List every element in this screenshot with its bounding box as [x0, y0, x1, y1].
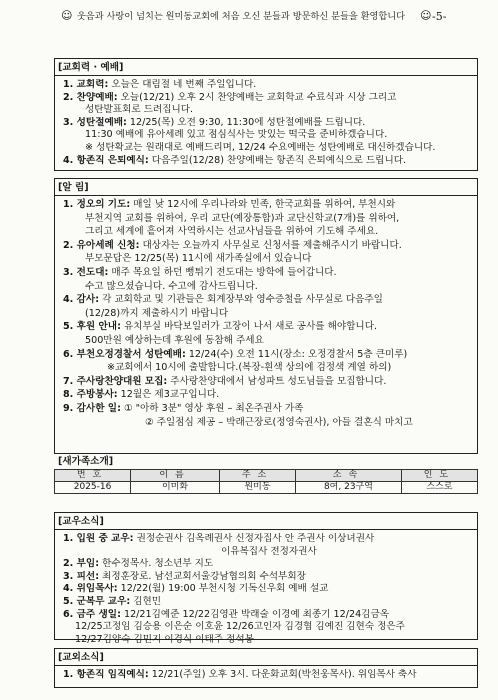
- table-cell: 2025-16: [55, 482, 131, 494]
- notice-line: 5. 후원 안내: 유치부실 바닥보일러가 고장이 나서 새로 공사를 해야합니다.: [63, 321, 378, 333]
- news-line: 이유복집사 전정자권사: [221, 545, 317, 557]
- calendar-item: 4. 항존직 은퇴예식: 다음주일(12/28) 찬양예배는 항존직 은퇴예식으로 드립니다.: [63, 154, 407, 166]
- section-title: [교회력 · 예배]: [55, 59, 477, 76]
- table-row: [55, 482, 478, 494]
- notice-line: 500만원 예상하는데 후원에 동참해 주세요: [85, 334, 264, 346]
- column-header: 소속: [296, 470, 402, 482]
- smiley-icon: ☺: [61, 9, 73, 22]
- pastoral-news-section: [54, 512, 478, 645]
- news-line: 1. 입원 중 교우: 권정순권사 김옥례권사 신정자집사 안 주권사 이상녀권사: [63, 533, 375, 544]
- table-cell: 이미화: [131, 482, 220, 494]
- table-cell: 스스로: [401, 482, 477, 494]
- news-line: 2. 부임: 한수정목사. 청소년부 지도: [63, 558, 214, 570]
- section-title: [교우소식]: [55, 513, 477, 530]
- notice-line: 8. 주방봉사: 12월은 제3교구입니다.: [63, 389, 220, 401]
- page-number: -5-: [432, 10, 447, 23]
- notice-line: 수고 많으셨습니다. 수고에 감사드립니다.: [85, 280, 258, 292]
- table-header-row: [55, 470, 478, 482]
- new-family-table: [54, 469, 478, 494]
- calendar-item: 2. 찬양예배: 오늘(12/21) 오후 2시 찬양예배는 교회학교 수료식과 시상 그리고: [63, 91, 397, 103]
- header-welcome-text: 웃음과 사랑이 넘치는 원미동교회에 처음 오신 분들과 방문하신 분들을 환영합니다: [77, 11, 406, 22]
- column-header: 주소: [219, 470, 295, 482]
- notice-line: ※교회에서 10시에 출발합니다.(복장-흰색 상의에 검정색 계열 하의): [107, 362, 392, 374]
- calendar-item-continued: 성탄발표회로 드려집니다.: [85, 104, 194, 116]
- section-title: [교외소식]: [55, 649, 477, 666]
- news-line: 3. 피선: 최정훈장로. 남선교회서울강남협의회 수석부회장: [63, 570, 306, 582]
- calendar-item: 1. 교회력: 오늘은 대림절 네 번째 주일입니다.: [63, 79, 257, 90]
- news-line: 5. 군복무 교우: 김현민: [63, 595, 162, 607]
- column-header: 번호: [55, 470, 131, 482]
- calendar-item: 3. 성탄절예배: 12/25(목) 오전 9:30, 11:30에 성탄절예배를 드립니다.: [63, 116, 366, 128]
- notice-line: 3. 전도대: 매주 목요일 하던 뻥튀기 전도대는 방학에 들어갑니다.: [63, 266, 337, 278]
- column-header: 인도: [401, 470, 477, 482]
- section-title: [알 림]: [55, 179, 477, 196]
- news-line: 4. 위임목사: 12/22(월) 19:00 부천시청 기독신우회 예배 설교: [63, 583, 329, 595]
- notice-line: 9. 감사한 일: ① "아하 3분" 영상 후원 – 최온주권사 가족: [63, 402, 304, 414]
- notice-line: 2. 유아세례 신청: 대상자는 오늘까지 사무실로 신청서를 제출해주시기 바랍니다.: [63, 239, 402, 251]
- notice-line: 6. 부천오정경찰서 성탄예배: 12/24(수) 오전 11시(장소: 오정경찰서 5층 큰미루): [63, 348, 408, 360]
- news-line: 12/27김양숙 김민지 이경식 이태주 정석봉: [75, 633, 254, 645]
- outside-news-section: [54, 648, 478, 688]
- notice-line: 부모문답은 12/25(목) 11시에 새가족실에서 있습니다: [85, 253, 312, 265]
- table-cell: 원미동: [219, 482, 295, 494]
- notice-line: 그리고 세계에 흩어져 사역하시는 선교사님들을 위하여 기도해 주세요.: [85, 226, 379, 238]
- calendar-item-continued: 11:30 예배에 유아세례 있고 점심식사는 맛있는 떡국을 준비하겠습니다.: [85, 129, 388, 141]
- table-cell: 8여, 23구역: [296, 482, 402, 494]
- notice-line: ② 주일점심 제공 – 박래근장로(정영숙권사), 아들 결혼식 마치고: [145, 416, 413, 428]
- notice-line: 1. 정오의 기도: 매일 낮 12시에 우리나라와 민족, 한국교회를 위하여, 부천시와: [63, 199, 396, 210]
- notice-line: 부천지역 교회를 위하여, 우리 교단(예장통합)과 교단신학교(7개)를 위하여,: [85, 212, 400, 224]
- church-calendar-section: [54, 58, 478, 171]
- new-family-title: [새가족소개]: [58, 456, 114, 467]
- notice-line: 4. 감사: 각 교회학교 및 기관들은 회계장부와 영수증철을 사무실로 다음주일: [63, 294, 383, 306]
- column-header: 이름: [131, 470, 220, 482]
- notices-section: [54, 178, 478, 454]
- calendar-item-note: ※ 성탄확교는 원래대로 예배드리며, 12/24 수요예배는 성탄예배로 대신하겠습니다.: [85, 141, 436, 153]
- news-line: 6. 금주 생일: 12/21김예준 12/22김영관 박래술 이경예 최종기 12/24김금옥: [63, 608, 389, 620]
- smiley-icon: ☺: [420, 9, 432, 22]
- notice-line: 7. 주사랑찬양대원 모집: 주사랑찬양대에서 남성파트 성도님들을 모집합니다.: [63, 375, 387, 387]
- notice-line: (12/28)까지 제출하시기 바랍니다: [85, 307, 229, 319]
- news-line: 1. 항존직 임직예식: 12/21(주일) 오후 3시. 다운화교회(박천웅목사). 위임목사 축사: [63, 669, 417, 680]
- news-line: 12/25고정임 김승용 이은순 이호윤 12/26고인자 김경협 김예진 김현숙 정은주: [75, 621, 405, 633]
